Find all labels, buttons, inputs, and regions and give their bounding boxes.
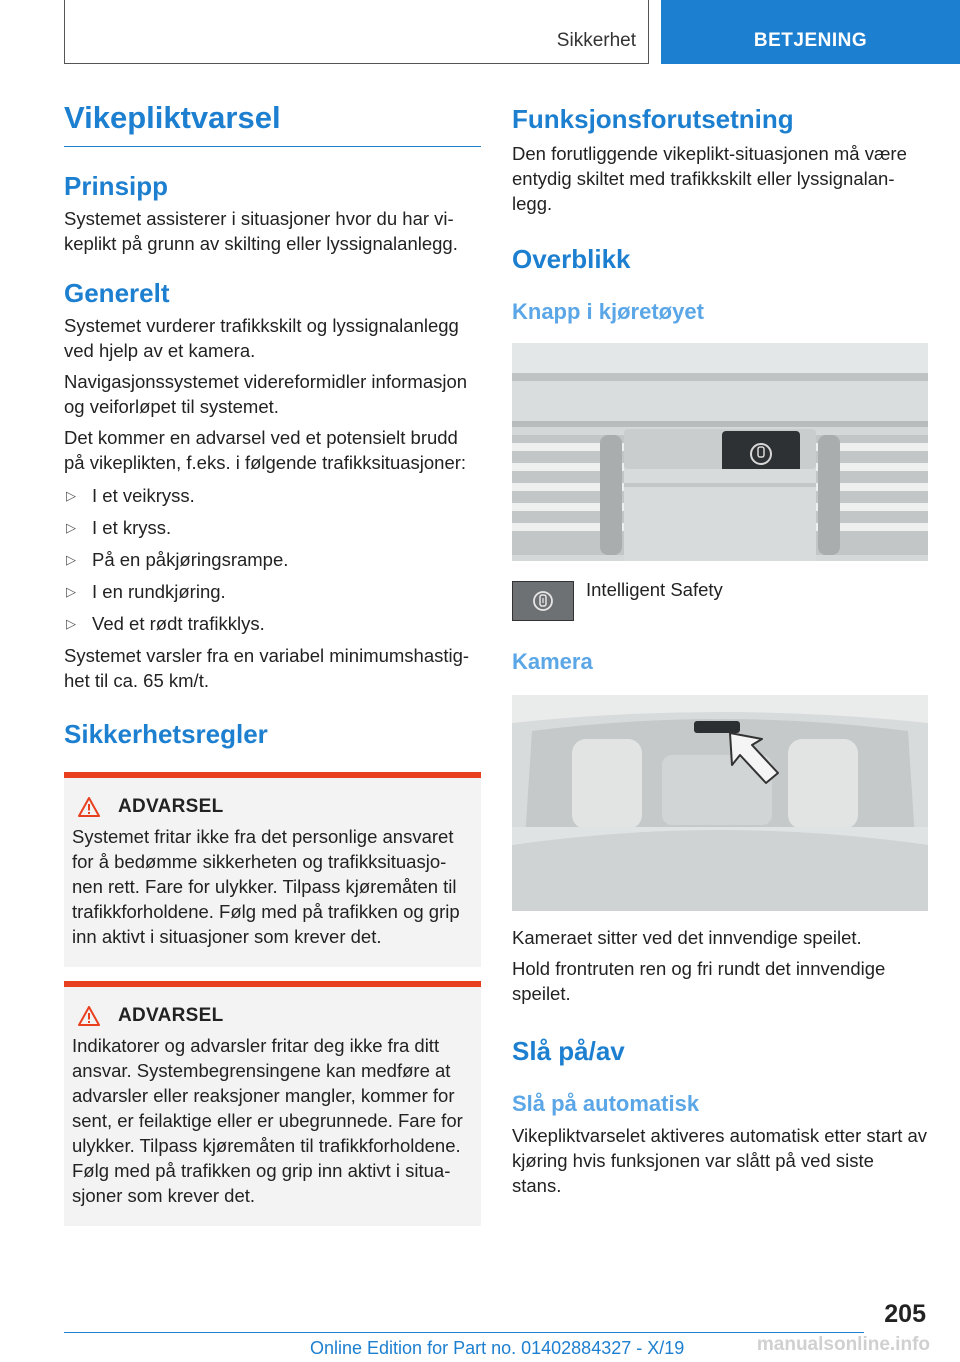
dashboard-button-photo	[512, 343, 928, 561]
header-chapter-title: BETJENING	[753, 30, 868, 51]
dashboard-illustration	[512, 343, 928, 561]
triangle-bullet-icon: ▷	[66, 488, 76, 503]
list-item: ▷ I et veikryss.	[66, 485, 195, 506]
camera-heading: Kamera	[512, 649, 593, 674]
cabin-illustration	[512, 695, 928, 911]
requirement-text: Den forutliggende vikeplikt-situasjonen må være entydig skiltet med trafikkskilt eller lyssignalan-legg.	[512, 143, 907, 214]
warning-text: Systemet fritar ikke fra det personlige ansvaret for å bedømme sikkerheten og trafikksituasjo-nen rett. Fare for ulykker. Tilpass kjøremåten til trafikkforholdene. Følg med på trafikken og grip inn aktivt i situasjoner som krever det.	[72, 826, 460, 947]
requirement-heading: Funksjonsforutsetning	[512, 104, 794, 134]
camera-paragraph-2: Hold frontruten ren og fri rundt det innvendige speilet.	[512, 958, 886, 1004]
warning-text: Indikatorer og advarsler fritar deg ikke fra ditt ansvar. Systembegrensingene kan medføre at advarsler eller reaksjoner mangler, kommer for sent, er feilaktige eller er ubegrunnede. Fare for ulykker. Tilpass kjøremåten til trafikkforholdene. Følg med på trafikken og grip inn aktivt i situa-sjoner som krever det.	[72, 1035, 463, 1206]
list-item: ▷ I en rundkjøring.	[66, 581, 226, 602]
warning-triangle-icon	[78, 797, 100, 817]
right-column	[512, 100, 928, 1198]
intelligent-safety-icon	[512, 581, 574, 621]
list-item: ▷ Ved et rødt trafikklys.	[66, 613, 265, 634]
warning-label: ADVARSEL	[118, 796, 224, 817]
warning-label: ADVARSEL	[118, 1005, 224, 1026]
header-section-title: Sikkerhet	[556, 30, 636, 51]
warning-box-1	[64, 772, 481, 967]
general-paragraph-4: Systemet varsler fra en variabel minimumshastig-het til ca. 65 km/t.	[64, 645, 470, 691]
onoff-heading: Slå på/av	[512, 1036, 625, 1066]
warning-header	[72, 1005, 473, 1027]
safety-heading: Sikkerhetsregler	[64, 719, 268, 749]
header-chapter-tab	[661, 0, 960, 64]
list-item: ▷ I et kryss.	[66, 517, 172, 538]
auto-heading: Slå på automatisk	[512, 1091, 700, 1116]
warning-triangle-icon	[78, 1006, 100, 1026]
general-heading: Generelt	[64, 278, 170, 308]
warning-header	[72, 796, 473, 818]
triangle-bullet-icon: ▷	[66, 520, 76, 535]
edition-text: Online Edition for Part no. 01402884327 - X/19	[310, 1338, 685, 1358]
general-paragraph-3: Det kommer en advarsel ved et potensielt brudd på vikeplikten, f.eks. i følgende trafikksituasjoner:	[64, 427, 467, 473]
button-legend	[512, 581, 928, 621]
header-section-box	[64, 0, 649, 64]
watermark: manualsonline.info	[756, 1334, 930, 1355]
situation-list	[64, 483, 481, 636]
page-title: Vikepliktvarsel	[64, 100, 481, 147]
camera-photo	[512, 695, 928, 911]
auto-text: Vikepliktvarselet aktiveres automatisk etter start av kjøring hvis funksjonen var slått på ved siste stans.	[512, 1125, 928, 1196]
principle-text: Systemet assisterer i situasjoner hvor du har vi-keplikt på grunn av skilting eller lyssignalanlegg.	[64, 208, 458, 254]
list-item: ▷ På en påkjøringsrampe.	[66, 549, 289, 570]
triangle-bullet-icon: ▷	[66, 584, 76, 599]
principle-heading: Prinsipp	[64, 171, 169, 201]
button-heading: Knapp i kjøretøyet	[512, 299, 704, 324]
left-column	[64, 100, 481, 1226]
camera-paragraph-1: Kameraet sitter ved det innvendige speilet.	[512, 927, 862, 948]
general-paragraph-2: Navigasjonssystemet videreformidler informasjon og veiforløpet til systemet.	[64, 371, 468, 417]
footer-divider	[64, 1332, 864, 1333]
warning-box-2	[64, 981, 481, 1226]
page-number: 205	[884, 1300, 926, 1328]
general-paragraph-1: Systemet vurderer trafikkskilt og lyssignalanlegg ved hjelp av et kamera.	[64, 315, 459, 361]
triangle-bullet-icon: ▷	[66, 552, 76, 567]
overview-heading: Overblikk	[512, 244, 631, 274]
button-caption: Intelligent Safety	[586, 579, 723, 600]
triangle-bullet-icon: ▷	[66, 616, 76, 631]
